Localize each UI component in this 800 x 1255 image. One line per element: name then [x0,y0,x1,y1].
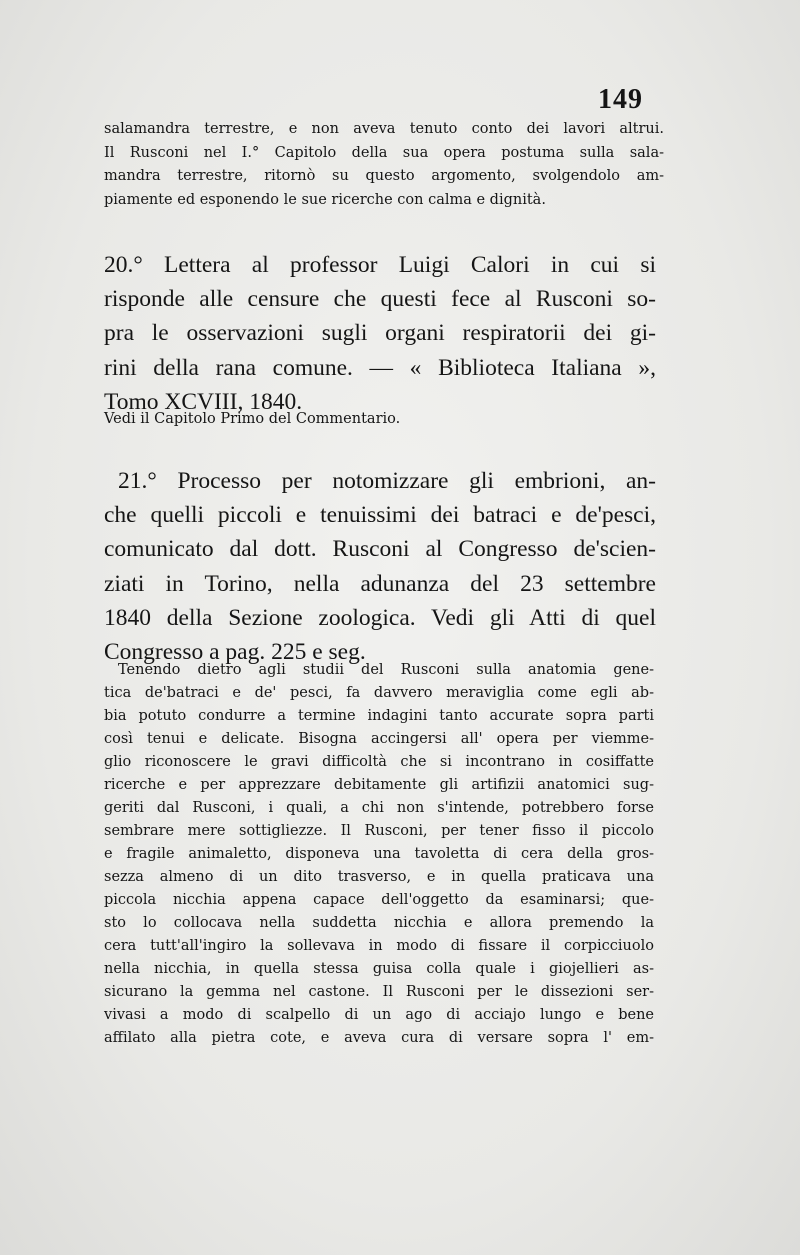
commentary-line: tica de'batraci e de' pesci, fa davvero meraviglia come egli ab- [104,685,654,701]
entry-line: 1840 della Sezione zoologica. Vedi gli Atti di quel [104,604,656,631]
commentary-line: così tenui e delicate. Bisogna accingersi all' opera per viemme- [104,731,654,747]
entry-line: 21.° Processo per notomizzare gli embrioni, an- [118,468,656,494]
bibliography-entry-21 [104,464,656,669]
entry-line: ziati in Torino, nella adunanza del 23 settembre [104,570,656,597]
entry-line: 20.° Lettera al professor Luigi Calori in cui si [104,252,656,278]
note-line: Vedi il Capitolo Primo del Commentario. [104,411,401,427]
bibliography-entry-20 [104,248,656,419]
commentary-line: nella nicchia, in quella stessa guisa colla quale i giojellieri as- [104,961,654,977]
commentary-line: vivasi a modo di scalpello di un ago di acciajo lungo e bene [104,1007,654,1023]
text-line: piamente ed esponendo le sue ricerche con calma e dignità. [104,191,546,208]
entry-line: rini della rana comune. — « Biblioteca Italiana », [104,354,656,381]
commentary-line: sicurano la gemma nel castone. Il Rusconi per le dissezioni ser- [104,984,654,1000]
entry-line: comunicato dal dott. Rusconi al Congresso de'scien- [104,536,656,563]
text-line: salamandra terrestre, e non aveva tenuto conto dei lavori altrui. [104,121,664,137]
text-line: Il Rusconi nel I.° Capitolo della sua opera postuma sulla sala- [104,144,664,161]
entry-20-note [104,408,524,432]
commentary-line: e fragile animaletto, disponeva una tavoletta di cera della gros- [104,846,654,862]
commentary-line: bia potuto condurre a termine indagini tanto accurate sopra parti [104,708,654,724]
commentary-line: piccola nicchia appena capace dell'oggetto da esaminarsi; que- [104,892,654,908]
commentary-line: glio riconoscere le gravi difficoltà che si incontrano in cosiffatte [104,754,654,770]
entry-line: Tomo XCVIII, 1840. [104,388,303,415]
text-line: mandra terrestre, ritornò su questo argomento, svolgendolo am- [104,168,664,185]
commentary-line: affilato alla pietra cote, e aveva cura di versare sopra l' em- [104,1030,654,1046]
commentary-line: sto lo collocava nella suddetta nicchia e allora premendo la [104,915,654,931]
commentary-paragraph [104,659,654,1050]
opening-paragraph [104,118,664,212]
entry-line: pra le osservazioni sugli organi respiratorii dei gi- [104,320,656,347]
commentary-line: cera tutt'all'ingiro la sollevava in modo di fissare il corpicciuolo [104,938,654,954]
page-number: 149 [598,84,643,115]
entry-line: Congresso a pag. 225 e seg. [104,639,366,666]
commentary-line: sembrare mere sottigliezze. Il Rusconi, per tener fisso il piccolo [104,823,654,839]
commentary-line: geriti dal Rusconi, i quali, a chi non s'intende, potrebbero forse [104,800,654,816]
commentary-line: ricerche e per apprezzare debitamente gli artifizii anatomici sug- [104,777,654,793]
commentary-line: Tenendo dietro agli studii del Rusconi sulla anatomia gene- [118,662,654,678]
entry-line: risponde alle censure che questi fece al Rusconi so- [104,286,656,313]
entry-line: che quelli piccoli e tenuissimi dei batraci e de'pesci, [104,502,656,529]
commentary-line: sezza almeno di un dito trasverso, e in quella praticava una [104,869,654,885]
